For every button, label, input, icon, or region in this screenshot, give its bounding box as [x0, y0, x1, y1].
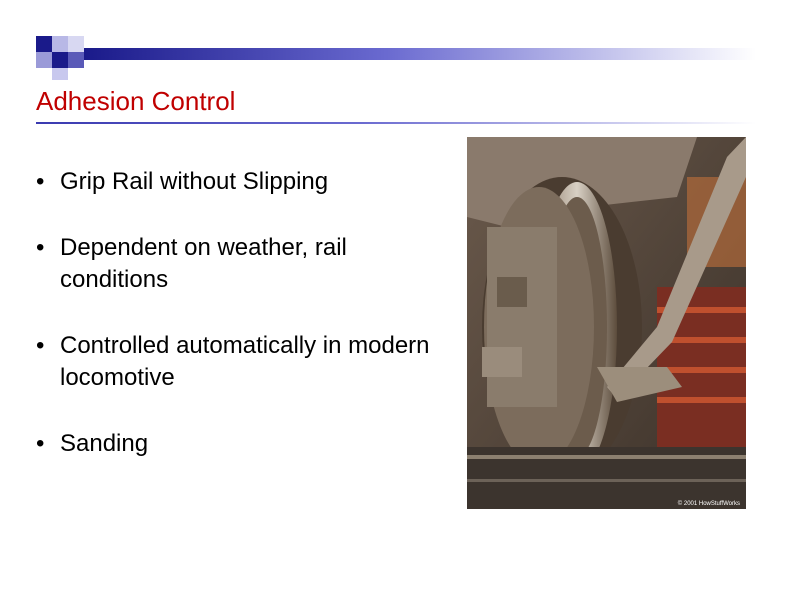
bullet-text: Grip Rail without Slipping — [60, 168, 329, 195]
bullet-symbol: • — [36, 332, 45, 359]
bullet-text: Sanding — [60, 430, 149, 457]
photo-copyright: © 2001 HowStuffWorks — [677, 501, 740, 507]
bullet-text: Dependent on weather, rail conditions — [60, 234, 347, 293]
bullet-symbol: • — [36, 234, 45, 261]
bullet-item — [36, 330, 436, 394]
bullet-symbol: • — [36, 168, 45, 195]
bullet-item — [36, 428, 436, 460]
bullet-item — [36, 166, 436, 198]
bullet-list — [36, 166, 436, 494]
wheel-illustration — [467, 137, 746, 509]
title-underline — [36, 122, 756, 124]
slide-title: Adhesion Control — [36, 86, 236, 116]
bullet-text: Controlled automatically in modern locomotive — [60, 332, 430, 391]
bullet-item — [36, 232, 436, 296]
bullet-symbol: • — [36, 430, 45, 457]
locomotive-wheel-photo — [467, 137, 746, 509]
header-decoration — [36, 36, 756, 80]
